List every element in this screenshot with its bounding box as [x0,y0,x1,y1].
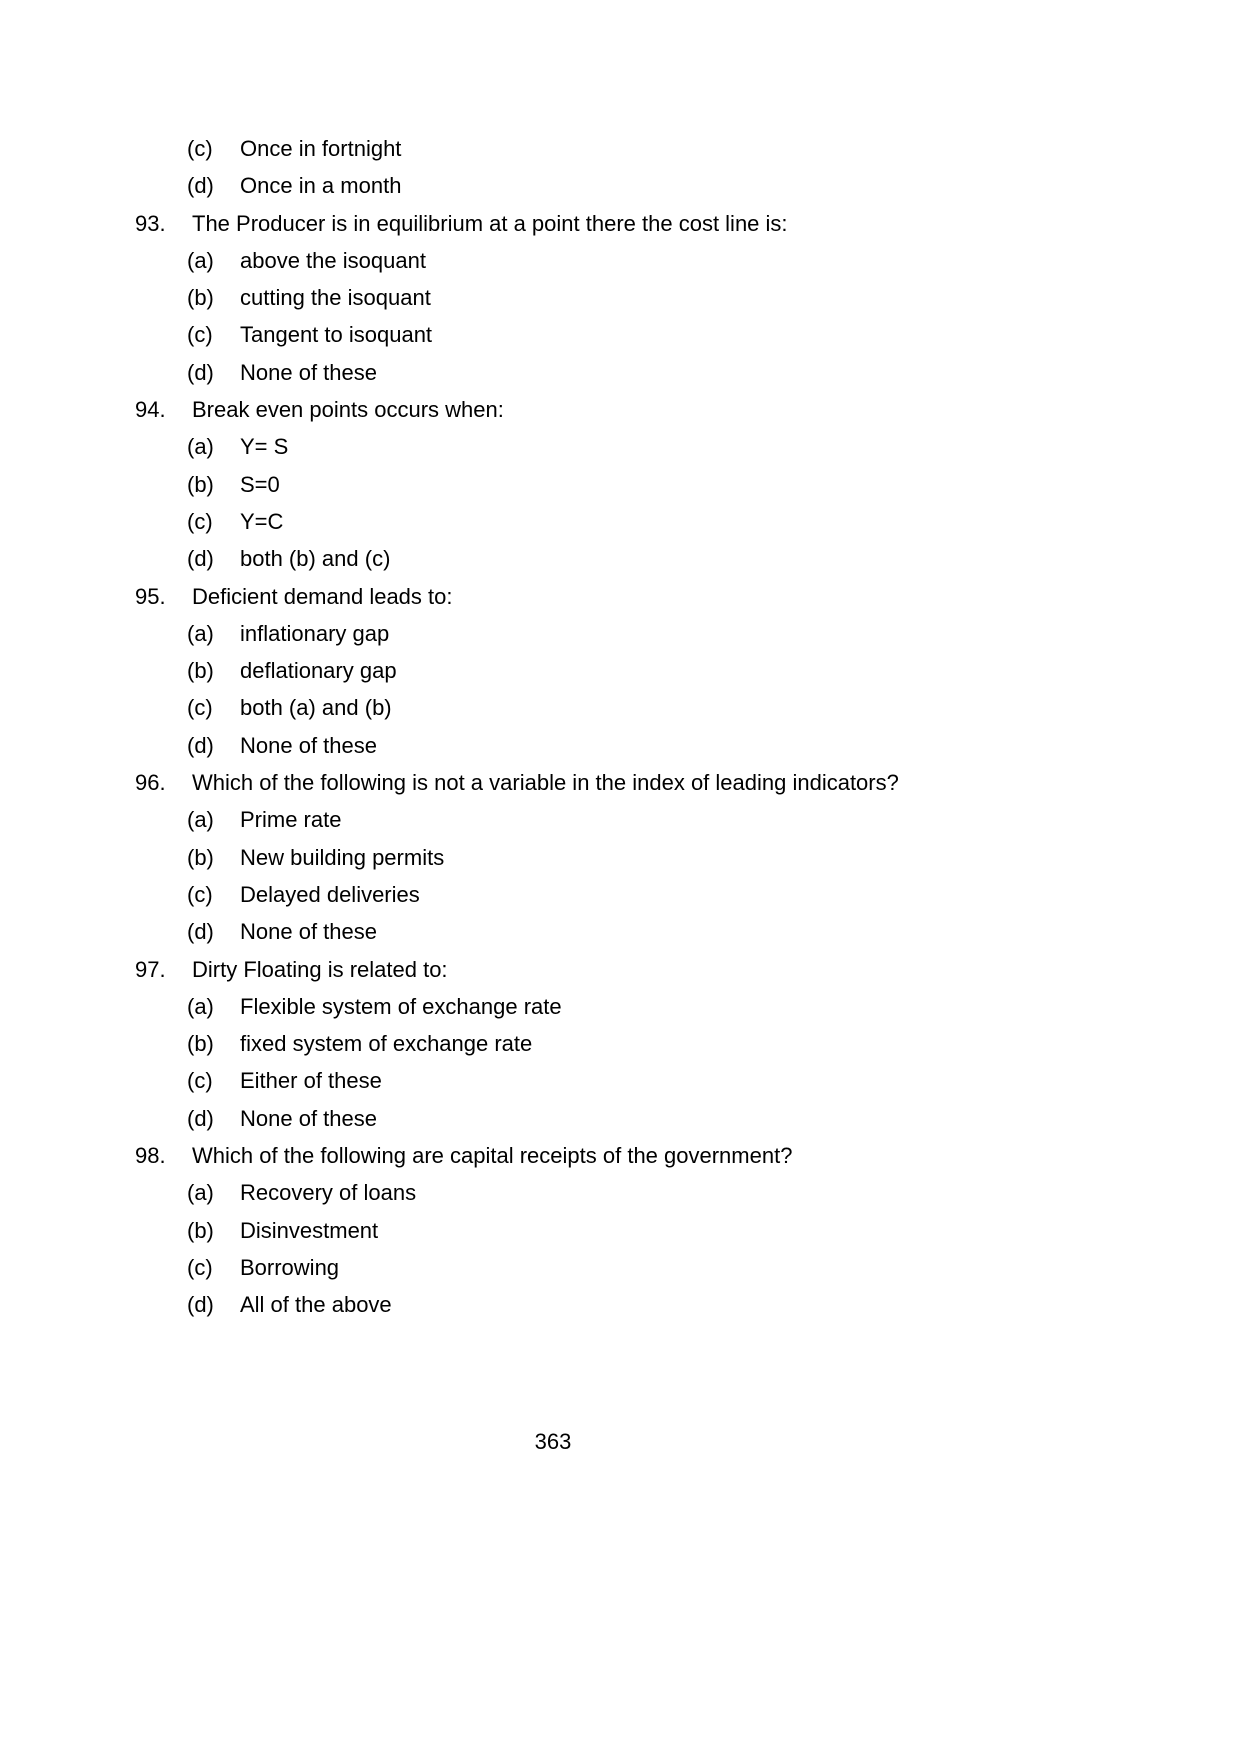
option-text: both (a) and (b) [240,695,392,721]
option-letter: (b) [187,1217,214,1243]
option-text: cutting the isoquant [240,285,431,311]
question-heading-row [135,764,1141,801]
option-text: Disinvestment [240,1217,379,1243]
option-row [187,279,1141,316]
option-list [135,1174,1141,1323]
option-text: Y= S [240,434,289,460]
option-row [187,1174,1141,1211]
option-text: Tangent to isoquant [240,322,433,348]
question-heading-row [135,205,1141,242]
option-list [135,801,1141,950]
question [135,1137,1141,1323]
option-text: Flexible system of exchange rate [240,993,562,1019]
option-row [187,1100,1141,1137]
option-letter: (c) [187,322,213,348]
question-number: 95. [135,583,166,609]
option-letter: (d) [187,732,214,758]
option-letter: (c) [187,695,213,721]
option-text: Once in fortnight [240,136,402,161]
option-letter: (d) [187,919,214,945]
option-row [187,167,1141,204]
option-row [187,503,1141,540]
option-letter: (d) [187,1292,214,1318]
option-letter: (d) [187,546,214,572]
option-letter: (c) [187,136,213,161]
option-row [187,130,1141,167]
option-row [187,354,1141,391]
question-number: 97. [135,956,166,982]
option-row [187,839,1141,876]
option-text: Prime rate [240,807,342,833]
option-list [135,988,1141,1137]
option-text: both (b) and (c) [240,546,391,572]
option-letter: (b) [187,844,214,870]
continuation-options [135,130,1141,205]
option-letter: (c) [187,881,213,907]
option-row [187,316,1141,353]
question-number: 98. [135,1143,166,1169]
question-text: Dirty Floating is related to: [192,956,448,982]
option-text: above the isoquant [240,247,426,273]
option-text: fixed system of exchange rate [240,1031,533,1057]
option-text: None of these [240,919,377,945]
option-row [187,242,1141,279]
option-text: None of these [240,1105,377,1131]
question-text: Break even points occurs when: [192,397,504,423]
option-text: Y=C [240,508,284,534]
option-letter: (c) [187,508,213,534]
option-row [187,466,1141,503]
option-text: Either of these [240,1068,382,1094]
option-letter: (a) [187,434,214,460]
option-text: deflationary gap [240,658,397,684]
option-row [187,428,1141,465]
question-heading-row [135,578,1141,615]
question [135,764,1141,950]
option-row [187,913,1141,950]
question-heading-row [135,951,1141,988]
option-list [135,428,1141,577]
option-row [187,615,1141,652]
option-row [187,801,1141,838]
option-text: None of these [240,732,377,758]
question-text: Deficient demand leads to: [192,583,453,609]
option-row [187,652,1141,689]
question-number: 94. [135,397,166,423]
question-paper-content [135,130,1141,1324]
page-number: 363 [534,1429,572,1454]
option-row [187,1212,1141,1249]
option-row [187,689,1141,726]
option-letter: (a) [187,247,214,273]
question-heading-row [135,1137,1141,1174]
question [135,951,1141,1137]
option-row [187,1286,1141,1323]
option-row [187,876,1141,913]
option-text: New building permits [240,844,445,870]
questions-list [135,205,1141,1324]
option-letter: (a) [187,993,214,1019]
question-number: 96. [135,770,166,796]
question-text: The Producer is in equilibrium at a point there the cost line is: [192,210,788,236]
option-letter: (d) [187,359,214,385]
option-letter: (b) [187,471,214,497]
option-letter: (d) [187,173,214,199]
option-letter: (b) [187,658,214,684]
option-text: inflationary gap [240,620,390,646]
option-letter: (a) [187,807,214,833]
question [135,578,1141,764]
option-letter: (c) [187,1068,213,1094]
option-text: Borrowing [240,1254,340,1280]
question-heading-row [135,391,1141,428]
option-list [135,615,1141,764]
question-text: Which of the following is not a variable in the index of leading indicators? [192,770,899,796]
option-text: S=0 [240,471,280,497]
option-letter: (c) [187,1254,213,1280]
option-text: Delayed deliveries [240,881,420,907]
option-letter: (b) [187,285,214,311]
option-row [187,540,1141,577]
option-text: Recovery of loans [240,1180,417,1206]
option-letter: (a) [187,1180,214,1206]
option-letter: (a) [187,620,214,646]
option-list [135,242,1141,391]
question-text: Which of the following are capital receipts of the government? [192,1143,793,1169]
option-row [187,1249,1141,1286]
option-text: None of these [240,359,377,385]
option-row [187,1025,1141,1062]
question [135,391,1141,577]
option-row [187,988,1141,1025]
option-text: Once in a month [240,173,402,199]
option-text: All of the above [240,1292,392,1318]
option-letter: (d) [187,1105,214,1131]
option-letter: (b) [187,1031,214,1057]
question [135,205,1141,391]
option-row [187,1062,1141,1099]
option-row [187,727,1141,764]
question-number: 93. [135,210,166,236]
